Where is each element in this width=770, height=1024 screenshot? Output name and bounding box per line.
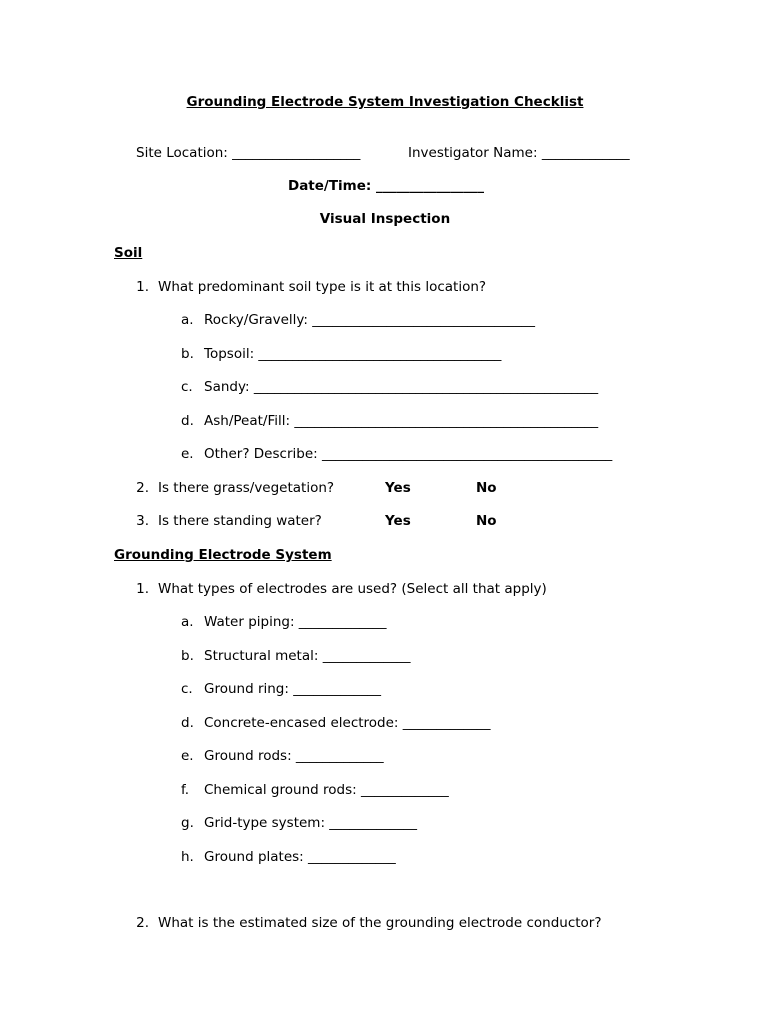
option-letter: g. <box>181 815 194 831</box>
option-letter: d. <box>181 715 194 731</box>
question-text: What types of electrodes are used? (Select all that apply) <box>158 581 547 597</box>
soil-heading: Soil <box>114 245 143 261</box>
option-text: Ash/Peat/Fill: _____________________________________________ <box>204 413 599 429</box>
option-letter: a. <box>181 614 194 630</box>
option-letter: a. <box>181 312 194 328</box>
option-text: Ground plates: _____________ <box>204 849 396 865</box>
site-location-field[interactable]: Site Location: ___________________ <box>136 145 361 161</box>
grounding-electrode-heading: Grounding Electrode System <box>114 547 332 563</box>
option-text: Sandy: ___________________________________________________ <box>204 379 599 395</box>
option-text: Rocky/Gravelly: _________________________________ <box>204 312 536 328</box>
question-number: 1. <box>136 581 149 597</box>
question-text: What is the estimated size of the grounding electrode conductor? <box>158 915 602 931</box>
option-letter: b. <box>181 346 194 362</box>
question-text: Is there standing water? <box>158 513 322 529</box>
option-letter: d. <box>181 413 194 429</box>
option-text: Water piping: _____________ <box>204 614 387 630</box>
question-number: 2. <box>136 915 149 931</box>
visual-inspection-heading: Visual Inspection <box>319 211 451 227</box>
no-option[interactable]: No <box>476 480 497 496</box>
option-letter: c. <box>181 379 193 395</box>
option-text: Grid-type system: _____________ <box>204 815 418 831</box>
option-letter: e. <box>181 446 194 462</box>
investigator-name-field[interactable]: Investigator Name: _____________ <box>408 145 630 161</box>
yes-option[interactable]: Yes <box>385 480 411 496</box>
option-text: Topsoil: ____________________________________ <box>204 346 502 362</box>
no-option[interactable]: No <box>476 513 497 529</box>
option-text: Ground rods: _____________ <box>204 748 384 764</box>
option-text: Other? Describe: ___________________________________________ <box>204 446 613 462</box>
question-number: 1. <box>136 279 149 295</box>
page-title: Grounding Electrode System Investigation Checklist <box>186 94 584 110</box>
yes-option[interactable]: Yes <box>385 513 411 529</box>
option-text: Structural metal: _____________ <box>204 648 411 664</box>
option-letter: b. <box>181 648 194 664</box>
question-number: 3. <box>136 513 149 529</box>
datetime-field[interactable]: Date/Time: ________________ <box>287 178 484 194</box>
question-text: Is there grass/vegetation? <box>158 480 335 496</box>
option-text: Concrete-encased electrode: _____________ <box>204 715 491 731</box>
question-number: 2. <box>136 480 149 496</box>
option-letter: c. <box>181 681 193 697</box>
option-text: Ground ring: _____________ <box>204 681 381 697</box>
option-text: Chemical ground rods: _____________ <box>204 782 449 798</box>
option-letter: e. <box>181 748 194 764</box>
option-letter: f. <box>181 782 190 798</box>
option-letter: h. <box>181 849 194 865</box>
question-text: What predominant soil type is it at this location? <box>158 279 487 295</box>
